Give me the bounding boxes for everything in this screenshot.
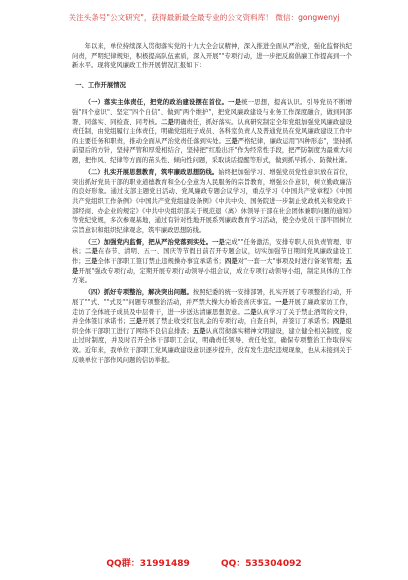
footer-qq-group: QQ群：31991489 [106, 559, 190, 569]
section-title: 一、工作开展情况 [75, 81, 126, 89]
item4-lead5: 五是 [192, 327, 206, 335]
footer-qq: QQ：535304092 [220, 559, 302, 569]
item3-lead1: 一是 [212, 238, 225, 246]
item2-paragraph [72, 168, 352, 235]
item4-lead1: 一是 [275, 299, 289, 307]
intro-paragraph: 年以来，单位持续深入贯彻落实党的十九大全会议精神，深入推进全面从严治党，强化监督执纪问责，严明纪律规矩，积极提高队伍素质，深入开展""专项行动，进一步把反腐倡廉工作提高到一个新水平。现将党风廉政工作开展情况汇报如下： [72, 43, 352, 70]
item1-lead1: 一是 [228, 99, 242, 107]
item4-text-a: 按照纪委的统一安排部署，扎实开展了专项整治行动，开展了""式、""式及""问题专项整治活动，并严禁大操大办婚丧喜庆事宜。 [72, 289, 353, 307]
header-banner [0, 12, 408, 23]
item4-text1: 开展了廉政家访工作，走访了全体班子成员及中层骨干，进一步送达清廉思想贺意。 [72, 299, 352, 316]
item1-text3: 严格纪律，廉政运用"四种形态"，坚持抓前望后的方针，坚持严管和厚爱相结合，坚持把"红脸出汗"作为经常性手段，把严防制度为最重大问题，把作风、纪律等方面的苗头性、倾向性问题，采取谈话提醒等形式，做到抓早抓小、防微杜渐。 [72, 137, 352, 164]
item1-heading: （一）落实主体责任，把党的政治建设摆在首位。 [84, 99, 229, 107]
item2-heading: （二）扎实开展思想教育，筑牢廉政思想防线。 [84, 169, 219, 177]
item4-text5: 认真贯彻落实精神文明建设，建立健全相关制度，废止过时制度，并及时召开全体干部职工会议，明确责任领导、责任处室，确保专项整治工作取得实效。近年来，我单位干部职工党风廉政建设意识逐步提升，没有发生违纪违规现象，也从未接到关于反映单位干部作风问题的信访举报。 [72, 327, 353, 364]
item3-lead2: 二是 [84, 248, 99, 256]
item3-lead3: 三是 [84, 258, 98, 266]
item2-text: 始终把加强学习、增强党员党性意识放在首位，突出抓好党员干部的职业道德教育和全心全意为人民服务的宗旨教育，增强公仆意识，树立勤政廉洁的良好形象。通过支部主题党日活动、党风廉政专题会议学习，重点学习《中国共产党章程》《中国共产党组织工作条例》《中国共产党党组建设条例》《中共中央、国务院进一步制止党政机关和党政干部经商、办企业的规定》《中共中央组织部关于规范退（离）休领导干部在社会团体兼职问题的通知》等党纪党规，多次参观基地，通过有针对性地开展系列廉政教育学习活动，使全办党员干部牢固树立宗旨意识和组织纪律观念，筑牢廉政思想防线。 [72, 169, 352, 234]
item3-heading: （三）加强党内监督，把从严治党落到实处。 [84, 238, 213, 246]
item4-text3: 开展了禁止收受红包礼金的专项行动，自查自纠，并签订了承诺书； [142, 318, 333, 326]
document-body [72, 42, 352, 368]
item4-heading: （四）抓好专项整治，解决突出问题。 [84, 289, 193, 297]
item1-text1: 统一思想，提高认识。引导党员不断增强"四个意识"、坚定"四个自信"、做到"两个维护"，把党风廉政建设与业务工作深度融合，做到同部署、同落实、同检查、同考核。 [72, 99, 352, 126]
item3-text1: 完成""任务激活，安排专职人员负责管理、审核； [72, 238, 352, 256]
item3-text4: 对"一套一大"事项及时进行备案管理； [237, 258, 346, 266]
item4-text2: 认真学习了关于禁止酒驾的文件，并全体签订承诺书； [72, 308, 352, 326]
item3-lead4: 四是 [224, 258, 238, 266]
footer-contact [0, 556, 408, 569]
item4-paragraph [72, 288, 352, 365]
item3-text3: 全体干部职工签订禁止违规操办事宜承诺书； [97, 258, 225, 266]
item1-lead3: 三是 [224, 137, 238, 145]
item1-paragraph [72, 98, 352, 165]
item3-text5: 开展"强改专项行动，定期开展专项行动领导小组会议，成立专项行动领导小组，制定具体的工作方案。 [72, 267, 352, 285]
item3-paragraph [72, 238, 352, 286]
item1-lead2: 二是 [161, 118, 174, 126]
item4-lead2: 二是 [243, 308, 257, 316]
item3-text2: 在春节、清明、五一、国庆等节假日前召开专题会议，切实加强节日期间党风廉政建设工作； [72, 248, 352, 266]
item4-lead4: 四是 [332, 318, 346, 326]
item1-text2: 明确责任，抓好落实。认真研究制定全年党组加强党风廉政建设责任制，由党组履行主体责任，明确党组班子成员、各科室负责人及普通党员在党风廉政建设工作中的主要任务和职责，推动全面从严治党责任落到实处。 [72, 118, 352, 145]
banner-text: 关注头条号"公文研究"，获得最新最全最专业的公文资料库！ 微信：gongwenyj [68, 13, 340, 22]
item3-lead5: 五是 [72, 258, 352, 275]
item4-lead3: 三是 [129, 318, 143, 326]
item4-text4: 组织全体干部职工进行了网络不良信息排查； [72, 318, 353, 335]
